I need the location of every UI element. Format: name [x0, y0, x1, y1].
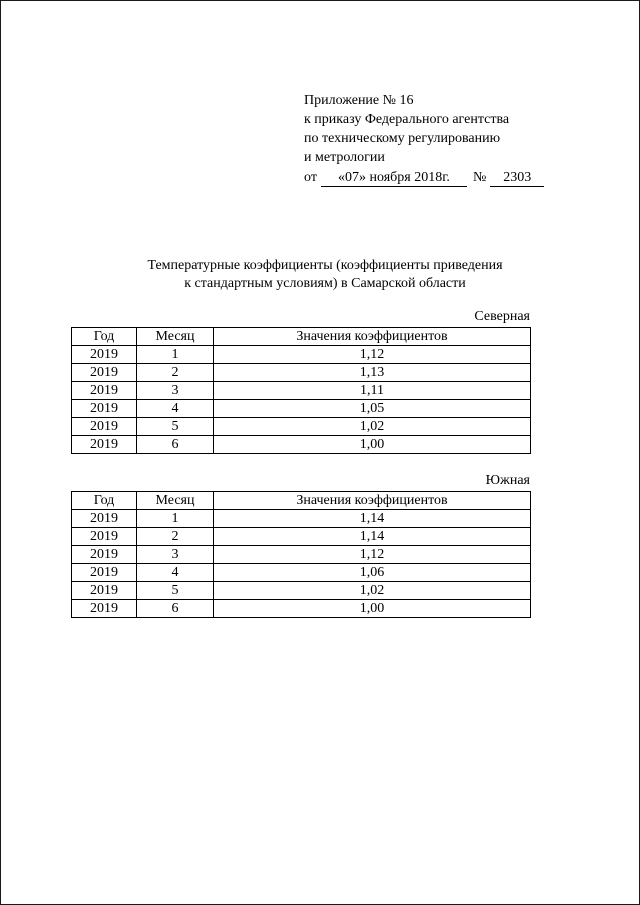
cell-month: 2 — [137, 364, 214, 382]
order-number: 2303 — [490, 170, 544, 187]
title-line-1: Температурные коэффициенты (коэффициенты приведения — [147, 258, 503, 273]
cell-year: 2019 — [72, 528, 137, 546]
table-header-row — [72, 492, 531, 510]
table-row — [72, 436, 531, 454]
cell-year: 2019 — [72, 382, 137, 400]
table-row — [72, 382, 531, 400]
cell-year: 2019 — [72, 564, 137, 582]
cell-month: 5 — [137, 418, 214, 436]
cell-value: 1,02 — [214, 582, 531, 600]
cell-year: 2019 — [72, 546, 137, 564]
appendix-header — [304, 91, 544, 187]
table-row — [72, 400, 531, 418]
cell-month: 1 — [137, 346, 214, 364]
table-row — [72, 346, 531, 364]
cell-year: 2019 — [72, 400, 137, 418]
table-row — [72, 528, 531, 546]
table-row — [72, 564, 531, 582]
order-number-sign: № — [472, 170, 487, 185]
order-date: «07» ноября 2018г. — [321, 170, 467, 187]
cell-year: 2019 — [72, 436, 137, 454]
cell-value: 1,13 — [214, 364, 531, 382]
cell-value: 1,14 — [214, 510, 531, 528]
column-header-month: Месяц — [137, 492, 214, 510]
cell-month: 3 — [137, 382, 214, 400]
region-label-north: Северная — [474, 309, 530, 324]
column-header-year: Год — [72, 328, 137, 346]
cell-year: 2019 — [72, 582, 137, 600]
order-reference-line: к приказу Федерального агентства — [304, 112, 510, 127]
cell-year: 2019 — [72, 346, 137, 364]
cell-value: 1,02 — [214, 418, 531, 436]
document-title — [70, 257, 580, 293]
table-header-row — [72, 328, 531, 346]
cell-value: 1,00 — [214, 436, 531, 454]
title-line-2: к стандартным условиям) в Самарской области — [184, 276, 466, 291]
cell-month: 4 — [137, 564, 214, 582]
cell-value: 1,00 — [214, 600, 531, 618]
order-prefix: от — [304, 170, 317, 185]
cell-value: 1,11 — [214, 382, 531, 400]
coefficients-table-south — [71, 491, 531, 618]
cell-value: 1,14 — [214, 528, 531, 546]
table-row — [72, 582, 531, 600]
cell-month: 5 — [137, 582, 214, 600]
metrology-line: и метрологии — [304, 150, 385, 165]
cell-value: 1,05 — [214, 400, 531, 418]
cell-year: 2019 — [72, 510, 137, 528]
cell-month: 1 — [137, 510, 214, 528]
table-row — [72, 546, 531, 564]
cell-value: 1,06 — [214, 564, 531, 582]
cell-month: 2 — [137, 528, 214, 546]
cell-month: 6 — [137, 600, 214, 618]
cell-year: 2019 — [72, 600, 137, 618]
column-header-value: Значения коэффициентов — [214, 492, 531, 510]
cell-month: 3 — [137, 546, 214, 564]
table-row — [72, 418, 531, 436]
coefficients-table-north — [71, 327, 531, 454]
cell-year: 2019 — [72, 364, 137, 382]
table-row — [72, 510, 531, 528]
table-row — [72, 600, 531, 618]
column-header-year: Год — [72, 492, 137, 510]
cell-value: 1,12 — [214, 346, 531, 364]
region-label-south: Южная — [485, 473, 530, 488]
cell-month: 4 — [137, 400, 214, 418]
agency-line: по техническому регулированию — [304, 131, 501, 146]
appendix-number: Приложение № 16 — [304, 93, 414, 108]
table-row — [72, 364, 531, 382]
order-date-number-line — [304, 168, 544, 187]
column-header-value: Значения коэффициентов — [214, 328, 531, 346]
cell-month: 6 — [137, 436, 214, 454]
cell-year: 2019 — [72, 418, 137, 436]
cell-value: 1,12 — [214, 546, 531, 564]
column-header-month: Месяц — [137, 328, 214, 346]
